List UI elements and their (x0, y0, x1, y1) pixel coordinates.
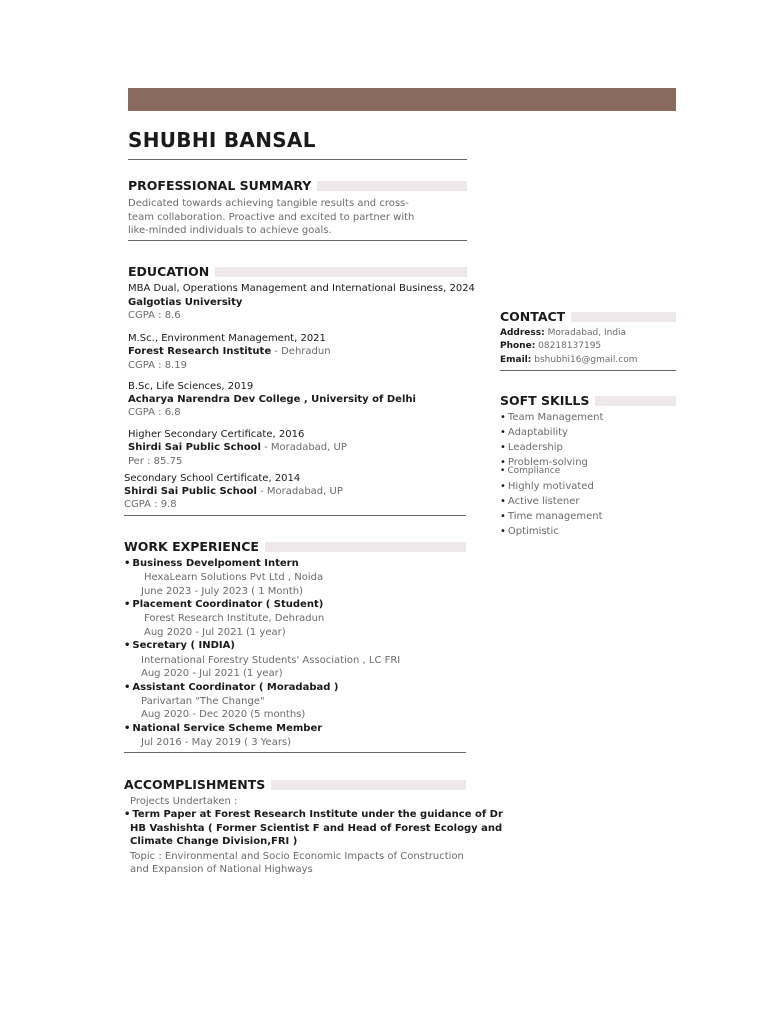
skill-item: • Leadership (500, 441, 563, 454)
phone-label: Phone: (500, 341, 536, 351)
education-title: EDUCATION (128, 264, 210, 279)
work-org: HexaLearn Solutions Pvt Ltd , Noida (144, 572, 324, 583)
education-score: CGPA : 8.19 (128, 360, 187, 371)
work-role: • Secretary ( INDIA) (124, 639, 235, 652)
work-period: Jul 2016 - May 2019 ( 3 Years) (141, 737, 292, 748)
education-score: CGPA : 8.6 (128, 310, 181, 321)
work-title: WORK EXPERIENCE (124, 539, 259, 554)
contact-title: CONTACT (500, 309, 566, 324)
education-location: - Moradabad, UP (256, 486, 343, 497)
contact-email (500, 354, 638, 367)
education-score: CGPA : 6.8 (128, 407, 181, 418)
education-degree: Secondary School Certificate, 2014 (124, 473, 301, 484)
accomplishment-line: • Term Paper at Forest Research Institute under the guidance of Dr (124, 808, 503, 821)
work-org: Forest Research Institute, Dehradun (144, 613, 325, 624)
accomplishment-topic: Topic : Environmental and Socio Economic Impacts of Construction (130, 851, 464, 862)
summary-title: PROFESSIONAL SUMMARY (128, 178, 312, 193)
education-institution-line (128, 345, 331, 358)
header-accent-bar (128, 88, 676, 111)
work-org: Parivartan "The Change" (141, 696, 265, 707)
skills-section-header (500, 393, 676, 408)
education-institution: Shirdi Sai Public School (128, 442, 261, 453)
education-degree: Higher Secondary Certificate, 2016 (128, 429, 305, 440)
education-institution-line (124, 485, 343, 498)
work-period: Aug 2020 - Jul 2021 (1 year) (141, 668, 283, 679)
section-bar (317, 181, 467, 191)
education-section-header (128, 264, 467, 279)
skills-title: SOFT SKILLS (500, 393, 590, 408)
education-institution: Galgotias University (128, 297, 243, 308)
work-period: Aug 2020 - Dec 2020 (5 months) (141, 709, 306, 720)
section-bar (271, 780, 466, 790)
accomplishment-line: HB Vashishta ( Former Scientist F and Head of Forest Ecology and (130, 823, 503, 834)
section-bar (595, 396, 676, 406)
work-period: June 2023 - July 2023 ( 1 Month) (141, 586, 304, 597)
education-institution-line (128, 441, 347, 454)
accomplishment-line: Climate Change Division,FRI ) (130, 836, 298, 847)
accomplishments-subtitle: Projects Undertaken : (130, 796, 238, 807)
skill-item: • Compliance (500, 466, 560, 476)
education-degree: B.Sc, Life Sciences, 2019 (128, 381, 254, 392)
education-degree: MBA Dual, Operations Management and International Business, 2024 (128, 283, 475, 294)
work-role: • Assistant Coordinator ( Moradabad ) (124, 681, 338, 694)
summary-text: Dedicated towards achieving tangible results and cross-team collaboration. Proactive and excited to partner with like-minded individuals to achieve goals. (128, 198, 415, 236)
education-institution: Forest Research Institute (128, 346, 272, 357)
phone-value: 08218137195 (535, 341, 602, 351)
accomplishments-title: ACCOMPLISHMENTS (124, 777, 266, 792)
skill-item: • Time management (500, 510, 603, 523)
education-location: - Moradabad, UP (260, 442, 347, 453)
email-label: Email: (500, 355, 532, 365)
work-org: International Forestry Students' Association , LC FRI (141, 655, 401, 666)
education-degree: M.Sc., Environment Management, 2021 (128, 333, 326, 344)
work-role: • National Service Scheme Member (124, 722, 322, 735)
work-role: • Business Develpoment Intern (124, 557, 299, 570)
skill-item: • Highly motivated (500, 480, 594, 493)
skill-item: • Problem-solving (500, 456, 588, 469)
contact-address (500, 327, 626, 340)
accomplishment-topic: and Expansion of National Highways (130, 864, 313, 875)
work-role: • Placement Coordinator ( Student) (124, 598, 323, 611)
contact-section-header (500, 309, 676, 324)
section-bar (571, 312, 676, 322)
contact-phone (500, 340, 601, 353)
section-bar (215, 267, 467, 277)
email-value[interactable]: bshubhi16@gmail.com (531, 355, 638, 365)
work-section-header (124, 539, 466, 554)
work-divider (124, 752, 466, 753)
work-period: Aug 2020 - Jul 2021 (1 year) (144, 627, 286, 638)
accomplishments-section-header (124, 777, 466, 792)
education-score: Per : 85.75 (128, 456, 183, 467)
name-divider (128, 159, 467, 160)
address-label: Address: (500, 328, 545, 338)
contact-divider (500, 370, 676, 371)
summary-divider (128, 240, 467, 241)
skill-item: • Adaptability (500, 426, 568, 439)
education-institution: Acharya Narendra Dev College , University of Delhi (128, 394, 416, 405)
address-value: Moradabad, India (544, 328, 627, 338)
candidate-name: SHUBHI BANSAL (128, 128, 316, 152)
education-location: - Dehradun (271, 346, 331, 357)
education-divider (124, 515, 466, 516)
section-bar (265, 542, 466, 552)
education-score: CGPA : 9.8 (124, 499, 177, 510)
skill-item: • Team Management (500, 411, 603, 424)
skill-item: • Active listener (500, 495, 579, 508)
summary-section-header (128, 178, 467, 193)
education-institution: Shirdi Sai Public School (124, 486, 257, 497)
skill-item: • Optimistic (500, 525, 559, 538)
